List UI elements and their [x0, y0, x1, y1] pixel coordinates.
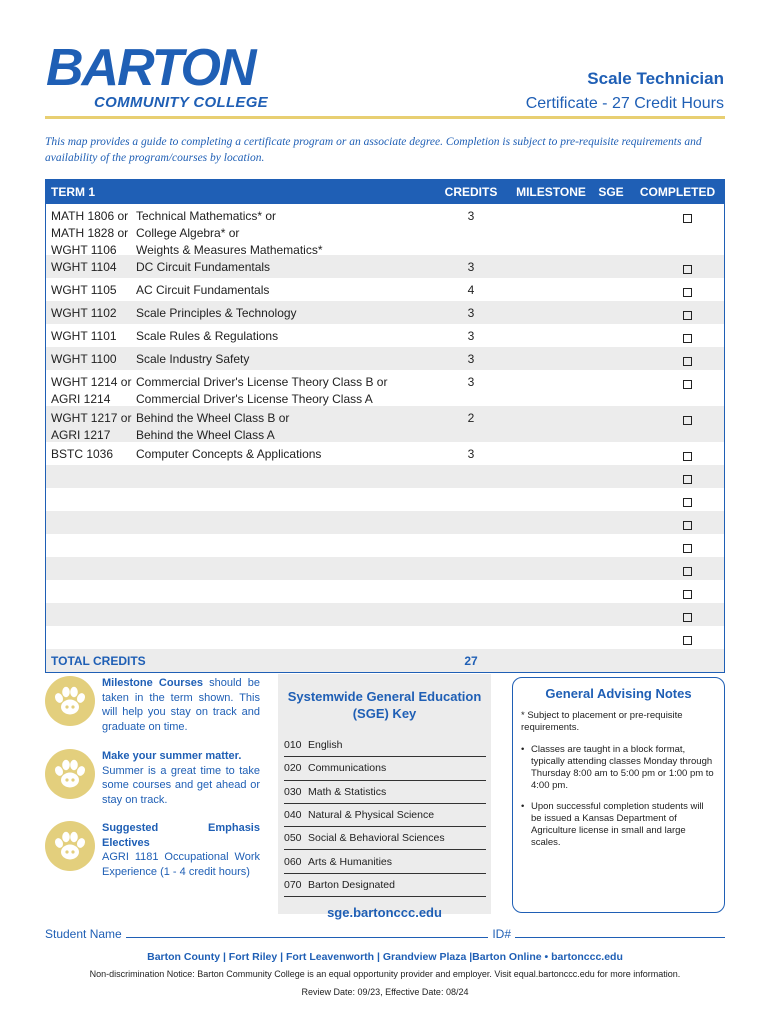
completed-cell: [631, 255, 724, 277]
completed-cell: [631, 580, 724, 602]
sge-item: [284, 804, 486, 827]
course-code: WGHT 1101: [51, 329, 117, 343]
table-row: [46, 370, 724, 406]
course-title: AC Circuit Fundamentals: [136, 283, 270, 297]
sge-item: [284, 757, 486, 780]
course-title: Computer Concepts & Applications: [136, 447, 322, 461]
course-title: Commercial Driver's License Theory Class B or Commercial Driver's License Theory Class A: [136, 375, 388, 406]
completed-cell: [631, 534, 724, 556]
course-code: WGHT 1105: [51, 283, 117, 297]
tip-body: should be taken in the term shown. This will help you stay on track and graduate on time.: [102, 677, 260, 733]
course-code: [46, 465, 136, 469]
course-code: WGHT 1104: [51, 260, 117, 274]
completed-cell: [631, 406, 724, 428]
header-completed: COMPLETED: [639, 185, 716, 199]
course-code: BSTC 1036: [51, 447, 114, 461]
table-row: [46, 301, 724, 324]
tip-body: Summer is a great time to take some courses and get ahead or stay on track.: [102, 764, 260, 806]
course-code: [46, 534, 136, 538]
table-row: [46, 465, 724, 488]
course-credits: [431, 626, 511, 630]
sge-code: 070: [284, 878, 302, 891]
header-divider: [45, 116, 725, 119]
course-credits: [431, 603, 511, 607]
tip-heading: Make your summer matter.: [102, 750, 242, 762]
completed-checkbox[interactable]: [683, 265, 692, 274]
total-credits-label: TOTAL CREDITS: [51, 653, 146, 668]
sge-code: 050: [284, 832, 302, 845]
advising-notes-list: [521, 744, 716, 849]
table-row: [46, 488, 724, 511]
program-title: Scale Technician: [587, 69, 724, 88]
course-code: MATH 1806 or MATH 1828 or WGHT 1106: [51, 209, 129, 257]
course-credits: 3: [467, 260, 475, 274]
sge-code: 030: [284, 785, 302, 798]
sge-key-box: [278, 674, 491, 921]
student-info-line: [45, 927, 725, 941]
sge-label: Social & Behavioral Sciences: [308, 832, 445, 845]
completed-cell: [631, 511, 724, 533]
course-credits: 3: [467, 352, 475, 366]
course-title: Behind the Wheel Class B or Behind the Wheel Class A: [136, 411, 290, 442]
sge-item: [284, 827, 486, 850]
tip-heading: Suggested Emphasis Electives: [102, 822, 260, 849]
student-name-label: Student Name: [45, 927, 122, 941]
completed-checkbox[interactable]: [683, 288, 692, 297]
completed-cell: [631, 324, 724, 346]
paw-print-icon: [45, 749, 95, 799]
course-code: [46, 557, 136, 561]
table-row: [46, 347, 724, 370]
sge-label: Communications: [308, 762, 387, 775]
completed-checkbox[interactable]: [683, 357, 692, 366]
total-credits-row: [46, 649, 724, 672]
completed-checkbox[interactable]: [683, 452, 692, 461]
sge-code: 010: [284, 739, 302, 752]
course-code: [46, 626, 136, 630]
completed-cell: [631, 204, 724, 226]
sge-item: [284, 781, 486, 804]
table-row: [46, 511, 724, 534]
table-row: [46, 580, 724, 603]
course-code: [46, 580, 136, 584]
sge-key-list: [284, 734, 486, 897]
tip-text: [102, 821, 260, 879]
completed-checkbox[interactable]: [683, 567, 692, 576]
intro-text: This map provides a guide to completing a certificate program or an associate degree. Completion is subject to pre-requisite requirements and availability of the program/courses by location.: [45, 136, 702, 164]
course-credits: 3: [467, 306, 475, 320]
course-credits: 4: [467, 283, 475, 297]
sge-item: [284, 734, 486, 757]
course-credits: 2: [467, 411, 475, 425]
logo-sub-text: COMMUNITY COLLEGE: [94, 94, 268, 111]
sge-code: 040: [284, 809, 302, 822]
completed-cell: [631, 465, 724, 487]
table-row: [46, 278, 724, 301]
table-row: [46, 442, 724, 465]
course-title: [136, 488, 431, 492]
course-credits: [431, 557, 511, 561]
completed-cell: [631, 442, 724, 464]
sge-label: Math & Statistics: [308, 785, 387, 798]
table-row: [46, 557, 724, 580]
table-row: [46, 255, 724, 278]
header-term: TERM 1: [51, 185, 96, 199]
sge-label: Arts & Humanities: [308, 855, 393, 868]
completed-cell: [631, 370, 724, 392]
completed-checkbox[interactable]: [683, 521, 692, 530]
course-title: Scale Principles & Technology: [136, 306, 297, 320]
completed-checkbox[interactable]: [683, 475, 692, 484]
advising-notes-title: General Advising Notes: [545, 686, 692, 701]
table-row: [46, 626, 724, 649]
table-header: [46, 180, 724, 204]
table-row: [46, 603, 724, 626]
course-title: Scale Industry Safety: [136, 352, 250, 366]
course-title: [136, 626, 431, 630]
course-title: DC Circuit Fundamentals: [136, 260, 271, 274]
course-code: WGHT 1102: [51, 306, 117, 320]
sge-key-title: Systemwide General Education (SGE) Key: [287, 689, 482, 721]
course-credits: 3: [467, 329, 475, 343]
completed-checkbox[interactable]: [683, 334, 692, 343]
completed-checkbox[interactable]: [683, 380, 692, 389]
course-title: [136, 580, 431, 584]
completed-checkbox[interactable]: [683, 636, 692, 645]
course-title: [136, 557, 431, 561]
footer-review-date: Review Date: 09/23, Effective Date: 08/24: [301, 987, 469, 997]
completed-checkbox[interactable]: [683, 214, 692, 223]
sge-item: [284, 874, 486, 897]
paw-print-icon: [45, 821, 95, 871]
course-code: WGHT 1100: [51, 352, 117, 366]
advising-notes-box: [512, 677, 725, 913]
barton-logo: [46, 39, 316, 111]
id-label: ID#: [492, 927, 511, 941]
table-body: [46, 204, 724, 649]
sge-link[interactable]: sge.bartonccc.edu: [327, 905, 442, 921]
completed-cell: [631, 488, 724, 510]
program-subtitle: Certificate - 27 Credit Hours: [525, 95, 724, 112]
course-title: [136, 534, 431, 538]
total-credits-value: 27: [464, 653, 478, 668]
advising-notes-star: * Subject to placement or pre-requisite requirements.: [521, 710, 683, 733]
sge-label: Barton Designated: [308, 878, 395, 891]
completed-cell: [631, 557, 724, 579]
header-credits: CREDITS: [444, 185, 498, 199]
course-code: [46, 603, 136, 607]
course-title: [136, 603, 431, 607]
advising-note: • Upon successful completion students will be issued a Kansas Department of Agriculture license in small and large scales.: [521, 801, 716, 849]
completed-checkbox[interactable]: [683, 311, 692, 320]
course-table: [45, 179, 725, 673]
program-title-block: [526, 69, 724, 113]
tip-text: [102, 676, 260, 734]
course-title: Scale Rules & Regulations: [136, 329, 279, 343]
course-credits: [431, 465, 511, 469]
sge-item: [284, 850, 486, 873]
course-credits: 3: [467, 447, 475, 461]
sge-code: 020: [284, 762, 302, 775]
course-credits: [431, 534, 511, 538]
course-credits: [431, 580, 511, 584]
completed-checkbox[interactable]: [683, 544, 692, 553]
table-row: [46, 324, 724, 347]
course-code: [46, 488, 136, 492]
course-title: [136, 465, 431, 469]
course-title: [136, 511, 431, 515]
student-id-field[interactable]: [515, 937, 725, 938]
logo-main-text: BARTON: [46, 39, 255, 97]
course-credits: [431, 488, 511, 492]
header-milestone: MILESTONE: [516, 185, 586, 199]
course-credits: [431, 511, 511, 515]
completed-cell: [631, 626, 724, 648]
table-row: [46, 204, 724, 255]
completed-checkbox[interactable]: [683, 613, 692, 622]
advising-note: • Classes are taught in a block format, typically attending classes Monday through Thursday 8:00 am to 5:00 pm or 1:00 pm to 4:00 pm.: [521, 744, 716, 792]
completed-checkbox[interactable]: [683, 590, 692, 599]
footer-notice: Non-discrimination Notice: Barton Community College is an equal opportunity provider and employer. Visit equal.bartonccc.edu for more information.: [89, 969, 681, 979]
table-row: [46, 534, 724, 557]
footer-locations: Barton County | Fort Riley | Fort Leavenworth | Grandview Plaza |Barton Online • bartonccc.edu: [147, 951, 623, 963]
tip-heading: Milestone Courses: [102, 677, 203, 689]
course-title: Technical Mathematics* or College Algebra* or Weights & Measures Mathematics*: [136, 209, 323, 257]
student-name-field[interactable]: [126, 937, 489, 938]
tip-text: [102, 749, 260, 807]
completed-cell: [631, 278, 724, 300]
sge-label: Natural & Physical Science: [308, 809, 435, 822]
sge-label: English: [308, 739, 343, 752]
paw-print-icon: [45, 676, 95, 726]
course-code: WGHT 1217 or AGRI 1217: [51, 411, 132, 442]
completed-cell: [631, 603, 724, 625]
course-credits: 3: [467, 209, 475, 223]
course-code: WGHT 1214 or AGRI 1214: [51, 375, 132, 406]
completed-cell: [631, 347, 724, 369]
completed-checkbox[interactable]: [683, 416, 692, 425]
completed-cell: [631, 301, 724, 323]
tip-body: AGRI 1181 Occupational Work Experience (1 - 4 credit hours): [102, 851, 260, 878]
table-row: [46, 406, 724, 442]
completed-checkbox[interactable]: [683, 498, 692, 507]
header-sge: SGE: [598, 185, 624, 199]
course-code: [46, 511, 136, 515]
sge-code: 060: [284, 855, 302, 868]
course-credits: 3: [467, 375, 475, 389]
